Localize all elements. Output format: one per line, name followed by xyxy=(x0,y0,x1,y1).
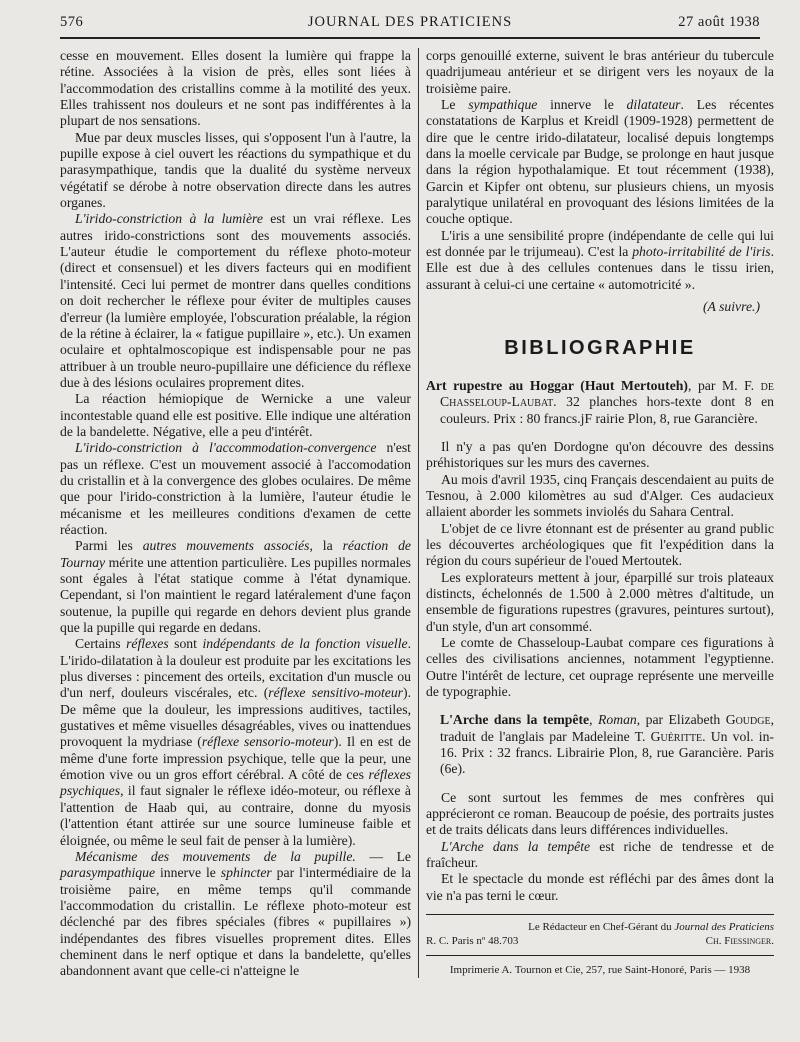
book-translation: , traduit de l'anglais par Madeleine T. xyxy=(440,712,774,744)
italic-term: L'irido-constriction à l'accommodation-convergence xyxy=(75,440,377,456)
paragraph xyxy=(426,97,774,228)
italic-term: réflexe sensorio-moteur xyxy=(201,734,334,750)
paragraph-text: n'est pas un réflexe. C'est un mouvement associé à l'accomodation du cristallin et à la convergence des globes oculaires. De même que pour l'irido-constriction à la lumière, l'auteur étudie le mécanisme et les meilleures conditions d'examen de cette réaction. xyxy=(60,440,411,537)
paragraph-text: , il faut signaler le réflexe idéo-moteur, ou réflexe à l'attention de Haab qui, au contraire, donne du myosis (l'attention étant attirée sur une source lumineuse faible et éloignée, ou même le seul fait de penser à la lumière). xyxy=(60,783,411,848)
paragraph: Mue par deux muscles lisses, qui s'opposent l'un à l'autre, la pupille expose à ciel ouvert les réactions du sympathique et du parasympathique, tandis que la dualité du système nerveux végétatif se dérobe à notre observation directe dans les autres organes. xyxy=(60,129,411,211)
footer-rule xyxy=(426,914,774,915)
paragraph-text: L'iris a une sensibilité propre (indépendante de celle qui lui est donnée par le trijumeau). C'est la xyxy=(426,227,774,260)
book-details: . Un vol. in-16. Prix : 32 francs. Librairie Plon, 8, rue Garancière. Paris (6e). xyxy=(440,728,774,777)
paragraph-text: — Le xyxy=(355,848,412,864)
review-paragraph xyxy=(426,839,774,872)
printer-rule xyxy=(426,955,774,956)
paragraph-text: est riche de tendresse et de fraîcheur. xyxy=(426,838,775,871)
editor-label: Le Rédacteur en Chef-Gérant du xyxy=(528,921,675,934)
italic-term: réflexe sensitivo-moteur xyxy=(268,685,404,701)
review-paragraph: Et le spectacle du monde est réfléchi par des âmes dont la vie n'a pas terni le cœur. xyxy=(426,871,774,903)
paragraph-text: Parmi les xyxy=(75,538,143,554)
left-column xyxy=(60,48,411,980)
paragraph-text: , la xyxy=(309,538,343,554)
paragraph-text: . Elle est due à des cellules contenues dans le tissu irien, assurant à celui-ci une certaine « automotricité ». xyxy=(426,244,774,292)
paragraph-text: innerve le xyxy=(155,865,221,881)
right-column xyxy=(426,48,774,948)
editor-journal: Journal des Praticiens xyxy=(674,921,774,934)
spacer xyxy=(426,778,774,790)
italic-term: réflexes xyxy=(126,636,169,652)
review-paragraph: Ce sont surtout les femmes de mes confrères qui apprécieront ce roman. Beaucoup de poésie, des portraits justes et de traits délicats dans leurs différences individuelles. xyxy=(426,789,774,838)
italic-term: sphincter xyxy=(220,865,272,881)
paragraph-text: ). Il en est de même d'une forte impression psychique, telle que la peur, une émotion vive ou un gros effort cérébral. A côté de ces xyxy=(60,734,411,783)
review-paragraph: Au mois d'avril 1935, cinq Français descendaient au puits de Tesnou, à 2.000 kilomètres au sud d'Alger. Ces audacieux allaient aborder les sommets inviolés du Sahara Central. xyxy=(426,471,774,520)
paragraph-text: par l'intermédiaire de la troisième paire, en même temps qu'il commande l'accommodation du cristallin. Le réflexe photo-moteur est déclenché par des fibres spéciales (fibres « pupillaires ») indépendantes des fibres visuelles proprement dites. Elles cheminent dans le nerf optique et dans la bandelette, qu'elles abandonnent avant que celle-ci n'atteigne le xyxy=(60,865,411,979)
printer-imprint: Imprimerie A. Tournon et Cie, 257, rue Saint-Honoré, Paris — 1938 xyxy=(449,964,751,976)
spacer xyxy=(426,427,774,439)
italic-term: indépendants de la fonction visuelle xyxy=(202,636,408,652)
italic-term: réaction de Tournay xyxy=(60,538,411,570)
journal-title: JOURNAL DES PRATICIENS xyxy=(307,14,513,30)
paragraph-text: innerve le xyxy=(537,97,627,113)
paragraph-text: mérite une attention particulière. Les pupilles normales sont égales à l'état statique comme à l'état dynamique. Cependant, si l'on maintient le regard latéralement d'une façon soutenue, la pupille qui regarde en dehors devient plus grande que la pupille qui regarde en dedans. xyxy=(60,554,411,636)
paragraph: corps genouillé externe, suivent le bras antérieur du tubercule quadrijumeau antérieur et se dirigent vers les noyaux de la troisième paire. xyxy=(426,48,774,96)
italic-term: parasympathique xyxy=(60,865,156,881)
book-translator: Guéritte xyxy=(650,728,703,744)
review-paragraph: Le comte de Chasseloup-Laubat compare ces figurations à celles des civilisations anciennes, notamment l'egyptienne. Outre l'intérêt de lecture, cet ouprage représente une merveille de typographie. xyxy=(426,635,774,700)
editor-line xyxy=(426,921,774,935)
italic-term: L'Arche dans la tempête xyxy=(441,838,591,854)
italic-term: sympathique xyxy=(468,97,538,113)
paragraph-text: ). De même que la douleur, les impressions auditives, tactiles, gustatives et même visuelles désagréables, vives ou inattendues provoquent la mydriase ( xyxy=(60,685,411,750)
spacer xyxy=(426,700,774,712)
issue-date: 27 août 1938 xyxy=(678,14,760,30)
review-paragraph: Les explorateurs mettent à jour, éparpillé sur trois plateaux distincts, échelonnés de 1.500 à 2.000 mètres d'altitude, un ensemble de figurations rupestres (gravures, peintures surtout), d'un style, d'un art consommé. xyxy=(426,569,774,634)
italic-term: L'irido-constriction à la lumière xyxy=(75,211,263,227)
italic-term: dilatateur xyxy=(626,97,681,113)
editor-name: Ch. Fiessinger. xyxy=(705,934,774,947)
paragraph-text: . Les récentes constatations de Karplus et Kreidl (1909-1928) permettent de dire que le centre irido-dilatateur, localisé depuis longtemps dans la moelle cervicale par Budge, se prolonge en haut jusque dans la région hypothalamique. Et tout récemment (1938), Garcin et Kipfer ont obtenu, sur plusieurs chiens, un myosis paralytique unilatéral en provoquant des lésions limitées de la couche optique. xyxy=(426,97,775,227)
paragraph-text: Certains xyxy=(75,636,127,652)
paragraph-text: sont xyxy=(168,636,203,652)
book-entry xyxy=(426,378,774,427)
paragraph xyxy=(60,636,411,848)
header-rule xyxy=(60,37,760,39)
book-kind: Roman xyxy=(598,712,637,728)
paragraph-text: . L'irido-dilatation à la douleur est produite par les excitations les plus diverses : pincement des orteils, excitation d'un muscle ou d'un nerf, douleurs viscérales, etc. ( xyxy=(60,636,411,701)
paragraph xyxy=(60,211,411,391)
editor-block xyxy=(426,921,774,948)
italic-heading: Mécanisme des mouvements de la pupille. xyxy=(75,848,356,864)
review-paragraph: Il n'y a pas qu'en Dordogne qu'on découvre des dessins préhistoriques sur les murs des cavernes. xyxy=(426,438,774,471)
italic-term: photo-irritabilité de l'iris xyxy=(632,244,771,260)
to-be-continued: (A suivre.) xyxy=(702,299,760,315)
registry-number: R. C. Paris nº 48.703 xyxy=(426,934,519,947)
book-by: , par M. F. xyxy=(687,377,761,393)
book-details: . 32 planches hors-texte dont 8 en couleurs. Prix : 80 francs.jF rairie Plon, 8, rue Garancière. xyxy=(440,394,774,426)
page-number: 576 xyxy=(60,14,84,30)
paragraph: La réaction hémiopique de Wernicke a une valeur incontestable quand elle est positive. Elle indique une altération de la bandelette. Négative, elle a peu d'intérêt. xyxy=(60,391,411,439)
paragraph-text: Le xyxy=(441,97,469,113)
editor-line-2 xyxy=(426,935,774,949)
paragraph: cesse en mouvement. Elles dosent la lumière qui frappe la rétine. Associées à la vision de près, elles sont liées à l'accommodation des cristallins comme à la motilité des yeux. Elles trahissent nos douleurs et ne sont pas indifférentes à la plupart de nos sensations. xyxy=(60,48,411,129)
book-author: Goudge xyxy=(725,712,771,728)
italic-term: autres mouvements associés xyxy=(142,538,310,554)
book-title: L'Arche dans la tempête xyxy=(440,712,590,728)
paragraph xyxy=(60,538,411,636)
book-title: Art rupestre au Hoggar (Haut Mertouteh) xyxy=(426,377,688,393)
book-by: , par Elizabeth xyxy=(636,712,726,728)
bibliography-heading: BIBLIOGRAPHIE xyxy=(504,336,696,359)
paragraph-text: est un vrai réflexe. Les autres irido-constrictions sont des mouvements associés. L'auteur étudie le comportement du réflexe photo-moteur (direct et consensuel) et les divers facteurs qui en modifient l'intensité. Ceci lui permet de montrer dans quelles conditions on doit rechercher le réflexe pour éviter de multiples causes d'erreur (la lumière employée, l'obscuration préalable, la région de la rétine à éclairer, la « fatigue pupillaire », etc.). Un examen oculaire et ophtalmoscopique est indispensable pour ne pas attribuer à un trouble neuro-pupillaire une déficience du réflexe due à des lésions oculaires proprement dites. xyxy=(60,211,411,390)
review-paragraph: L'objet de ce livre étonnant est de présenter au grand public les découvertes archéologiques que fit l'expédition dans la région du cours supérieur de l'oued Mertoutek. xyxy=(426,520,774,569)
paragraph xyxy=(60,849,411,980)
column-divider xyxy=(418,48,419,978)
paragraph xyxy=(426,228,774,293)
book-author: de Chasseloup-Laubat xyxy=(440,377,775,410)
page-header xyxy=(60,14,760,36)
book-entry: L'Arche dans la tempête, Roman, par Elizabeth Goudge, traduit de l'anglais par Madeleine T. Guéritte. Un vol. in-16. Prix : 32 francs. Librairie Plon, 8, rue Garancière. Paris (6e). xyxy=(440,712,774,777)
paragraph xyxy=(60,440,411,538)
italic-term: réflexes psychiques xyxy=(60,767,411,799)
